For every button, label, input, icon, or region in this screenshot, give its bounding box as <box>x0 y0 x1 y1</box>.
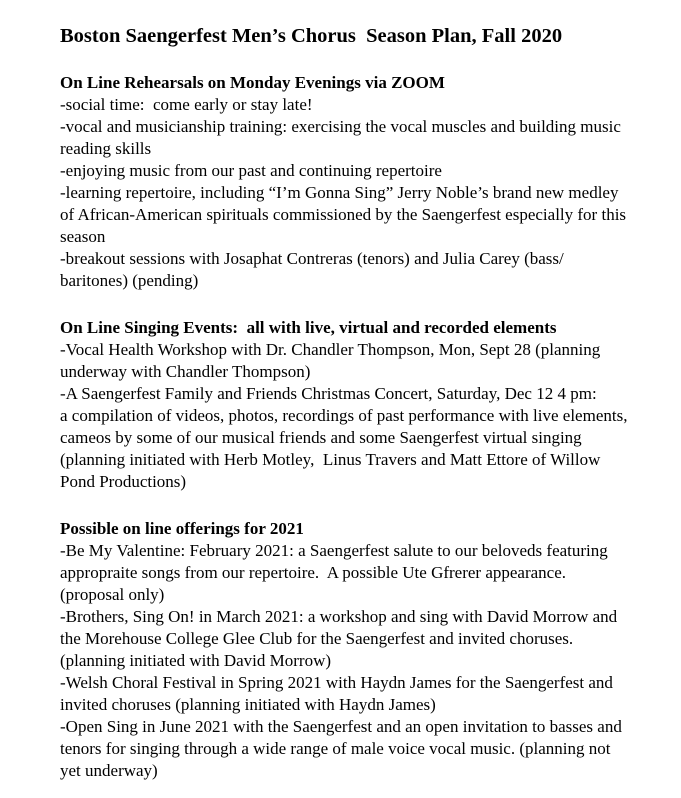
text-line: reading skills <box>60 139 152 158</box>
text-line: -enjoying music from our past and continuing repertoire <box>60 161 442 180</box>
text-line: underway with Chandler Thompson) <box>60 362 311 381</box>
section-heading: On Line Rehearsals on Monday Evenings via ZOOM <box>60 73 445 92</box>
text-line: the Morehouse College Glee Club for the Saengerfest and invited choruses. <box>60 629 574 648</box>
text-line: baritones) (pending) <box>60 271 199 290</box>
text-line: -Welsh Choral Festival in Spring 2021 with Haydn James for the Saengerfest and <box>60 673 613 692</box>
document-title: Boston Saengerfest Men’s Chorus Season Plan, Fall 2020 <box>60 25 563 47</box>
text-line: -breakout sessions with Josaphat Contreras (tenors) and Julia Carey (bass/ <box>60 249 564 268</box>
text-line: of African-American spirituals commissioned by the Saengerfest especially for this <box>60 205 627 224</box>
section-heading: Possible on line offerings for 2021 <box>60 519 304 538</box>
text-line: (planning initiated with Herb Motley, Linus Travers and Matt Ettore of Willow <box>60 450 601 469</box>
text-line: -vocal and musicianship training: exercising the vocal muscles and building music <box>60 117 621 136</box>
text-line: -Brothers, Sing On! in March 2021: a workshop and sing with David Morrow and <box>60 607 618 626</box>
text-line: -Be My Valentine: February 2021: a Saengerfest salute to our beloveds featuring <box>60 541 608 560</box>
text-line: cameos by some of our musical friends and some Saengerfest virtual singing <box>60 428 582 447</box>
text-line: (proposal only) <box>60 585 165 604</box>
text-line: -learning repertoire, including “I’m Gonna Sing” Jerry Noble’s brand new medley <box>60 183 619 202</box>
section-rehearsals <box>60 72 633 292</box>
text-line: -Open Sing in June 2021 with the Saengerfest and an open invitation to basses and <box>60 717 622 736</box>
section-heading: On Line Singing Events: all with live, virtual and recorded elements <box>60 318 557 337</box>
text-line: tenors for singing through a wide range of male voice vocal music. (planning not <box>60 739 611 758</box>
text-line: -A Saengerfest Family and Friends Christmas Concert, Saturday, Dec 12 4 pm: <box>60 384 597 403</box>
text-line: a compilation of videos, photos, recordings of past performance with live elements, <box>60 406 628 425</box>
text-line: -Vocal Health Workshop with Dr. Chandler Thompson, Mon, Sept 28 (planning <box>60 340 601 359</box>
section-singing-events <box>60 317 633 493</box>
text-line: Pond Productions) <box>60 472 187 491</box>
text-line: yet underway) <box>60 761 158 780</box>
text-line: -social time: come early or stay late! <box>60 95 313 114</box>
section-2021-offerings <box>60 518 633 782</box>
text-line: invited choruses (planning initiated with Haydn James) <box>60 695 436 714</box>
text-line: (planning initiated with David Morrow) <box>60 651 332 670</box>
text-line: appropraite songs from our repertoire. A possible Ute Gfrerer appearance. <box>60 563 567 582</box>
text-line: season <box>60 227 106 246</box>
